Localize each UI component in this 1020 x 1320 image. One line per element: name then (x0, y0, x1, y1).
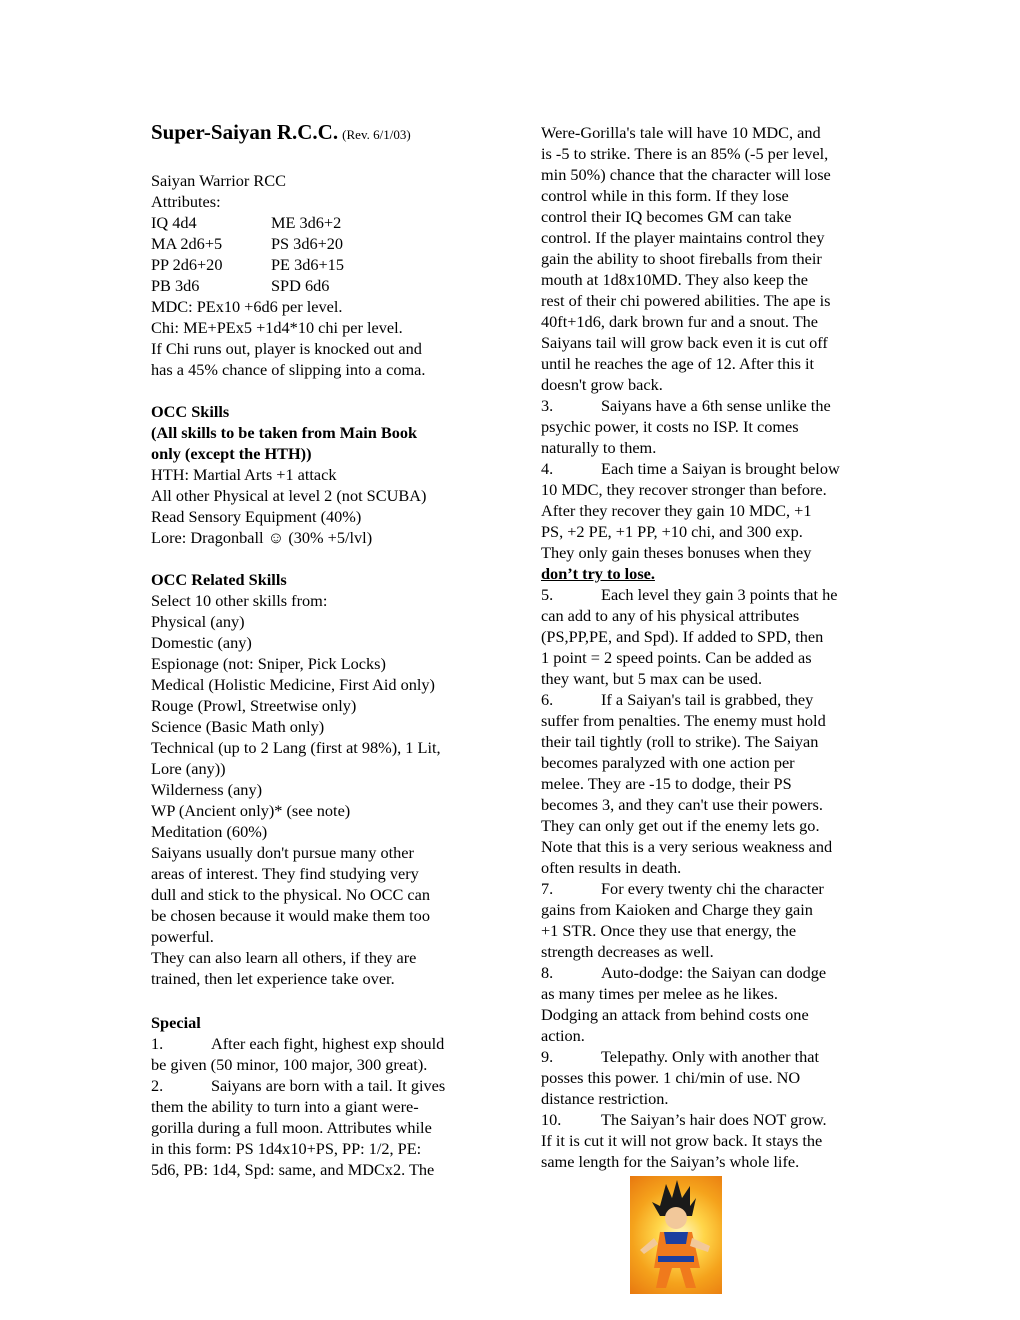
stat-chi: Chi: ME+PEx5 +1d4*10 chi per level. (151, 318, 403, 337)
special-text: 40ft+1d6, dark brown fur and a snout. The (541, 312, 819, 331)
special-text: can add to any of his physical attributes (541, 606, 800, 625)
special-text: +1 STR. Once they use that energy, the (541, 921, 797, 940)
attribute-me: ME 3d6+2 (271, 213, 342, 232)
special-text: Saiyans tail will grow back even it is cut off (541, 333, 828, 352)
special-line (541, 815, 820, 836)
special-line (541, 1067, 800, 1088)
occ-related-item: Physical (any) (151, 612, 245, 631)
occ-skills-heading: OCC Skills (151, 402, 230, 421)
special-line (151, 1054, 427, 1075)
special-line (541, 1046, 819, 1067)
special-line (541, 521, 803, 542)
special-line (541, 332, 828, 353)
special-line (541, 374, 663, 395)
special-line (541, 185, 789, 206)
attribute-pb: PB 3d6 (151, 276, 200, 295)
special-text: 5d6, PB: 1d4, Spd: same, and MDCx2. The (151, 1160, 435, 1179)
special-text: often results in death. (541, 858, 682, 877)
special-text: control. If the player maintains control they (541, 228, 825, 247)
special-line (541, 626, 823, 647)
special-item-number: 3. (541, 396, 554, 415)
page-title (151, 122, 411, 145)
special-line (541, 584, 837, 605)
occ-related-item: Technical (up to 2 Lang (first at 98%), 1 Lit, (151, 738, 441, 757)
special-line (541, 731, 818, 752)
occ-related-item: Medical (Holistic Medicine, First Aid only) (151, 675, 435, 694)
occ-related-item: Meditation (60%) (151, 822, 268, 841)
special-text: 1 point = 2 speed points. Can be added as (541, 648, 812, 667)
occ-related-item: powerful. (151, 927, 214, 946)
special-text: they want, but 5 max can be used. (541, 669, 763, 688)
special-line (541, 647, 812, 668)
special-emphasis-text: don’t try to lose. (541, 564, 655, 583)
special-line (541, 311, 818, 332)
occ-related-item: Select 10 other skills from: (151, 591, 328, 610)
occ-related-item: be chosen because it would make them too (151, 906, 430, 925)
special-text: same length for the Saiyan’s whole life. (541, 1152, 800, 1171)
special-text: min 50%) chance that the character will lose (541, 165, 831, 184)
special-line (541, 962, 826, 983)
special-text: If a Saiyan's tail is grabbed, they (601, 690, 814, 709)
special-line (541, 752, 795, 773)
occ-related-item: trained, then let experience take over. (151, 969, 395, 988)
special-text: them the ability to turn into a giant were- (151, 1097, 419, 1116)
special-text: Each time a Saiyan is brought below (601, 459, 840, 478)
stat-chi-note: has a 45% chance of slipping into a coma. (151, 360, 426, 379)
special-line (541, 1004, 809, 1025)
special-text: For every twenty chi the character (601, 879, 824, 898)
special-text: as many times per melee as he likes. (541, 984, 778, 1003)
occ-related-item: They can also learn all others, if they are (151, 948, 417, 967)
special-text: PS, +2 PE, +1 PP, +10 chi, and 300 exp. (541, 522, 803, 541)
special-text: Were-Gorilla's tale will have 10 MDC, and (541, 123, 821, 142)
special-text: until he reaches the age of 12. After this it (541, 354, 815, 373)
special-line (541, 479, 827, 500)
special-line (541, 773, 792, 794)
attribute-pp: PP 2d6+20 (151, 255, 223, 274)
special-text: doesn't grow back. (541, 375, 663, 394)
goku-illustration (630, 1176, 722, 1294)
special-text: (PS,PP,PE, and Spd). If added to SPD, then (541, 627, 824, 646)
special-text: naturally to them. (541, 438, 657, 457)
special-line (541, 206, 791, 227)
special-text: distance restriction. (541, 1089, 669, 1108)
special-text: their tail tightly (roll to strike). The Saiyan (541, 732, 819, 751)
special-text: They can only get out if the enemy lets go. (541, 816, 820, 835)
special-line (541, 122, 821, 143)
special-line (541, 1109, 827, 1130)
special-text: gains from Kaioken and Charge they gain (541, 900, 813, 919)
occ-related-item: Espionage (not: Sniper, Pick Locks) (151, 654, 386, 673)
special-line (541, 437, 656, 458)
special-line (541, 227, 824, 248)
special-line (541, 416, 799, 437)
special-item-number: 4. (541, 459, 554, 478)
special-text: in this form: PS 1d4x10+PS, PP: 1/2, PE: (151, 1139, 422, 1158)
special-line (541, 164, 831, 185)
occ-related-item: dull and stick to the physical. No OCC can (151, 885, 430, 904)
special-line (541, 458, 840, 479)
occ-skills-note: only (except the HTH)) (151, 444, 312, 463)
attribute-iq: IQ 4d4 (151, 213, 197, 232)
stat-chi-note: If Chi runs out, player is knocked out and (151, 339, 422, 358)
special-item-number: 2. (151, 1076, 164, 1095)
goku-figure-icon (630, 1176, 722, 1294)
special-text: mouth at 1d8x10MD. They also keep the (541, 270, 808, 289)
special-text: control their IQ becomes GM can take (541, 207, 792, 226)
special-text: Each level they gain 3 points that he (601, 585, 838, 604)
special-text: Saiyans have a 6th sense unlike the (601, 396, 831, 415)
special-item-number: 6. (541, 690, 554, 709)
special-line (541, 941, 714, 962)
special-text: strength decreases as well. (541, 942, 714, 961)
special-line (541, 143, 828, 164)
attribute-row (151, 233, 344, 254)
special-line (541, 983, 778, 1004)
special-line (541, 269, 808, 290)
occ-skill-item: All other Physical at level 2 (not SCUBA) (151, 486, 427, 505)
special-text: melee. They are -15 to dodge, their PS (541, 774, 792, 793)
special-line (541, 542, 811, 563)
special-line (541, 1088, 669, 1109)
occ-related-heading: OCC Related Skills (151, 570, 287, 589)
special-text: Dodging an attack from behind costs one (541, 1005, 809, 1024)
special-item-number: 9. (541, 1047, 554, 1066)
special-text: After each fight, highest exp should (211, 1034, 445, 1053)
special-line (541, 1025, 585, 1046)
special-heading: Special (151, 1013, 201, 1032)
special-line (541, 500, 812, 521)
occ-related-item: Lore (any)) (151, 759, 226, 778)
special-text: They only gain theses bonuses when they (541, 543, 812, 562)
special-line (541, 290, 831, 311)
special-line (541, 395, 831, 416)
special-text: suffer from penalties. The enemy must hold (541, 711, 826, 730)
special-text: The Saiyan’s hair does NOT grow. (601, 1110, 827, 1129)
attribute-ps: PS 3d6+20 (271, 234, 344, 253)
special-line (541, 248, 822, 269)
attribute-pe: PE 3d6+15 (271, 255, 344, 274)
special-text: gain the ability to shoot fireballs from their (541, 249, 822, 268)
special-text: control while in this form. If they lose (541, 186, 789, 205)
occ-related-item: Science (Basic Math only) (151, 717, 325, 736)
occ-related-item: WP (Ancient only)* (see note) (151, 801, 351, 820)
special-line (541, 353, 814, 374)
special-line (151, 1138, 421, 1159)
occ-skill-item: Read Sensory Equipment (40%) (151, 507, 362, 526)
special-text: becomes 3, and they can't use their powers. (541, 795, 823, 814)
special-text: be given (50 minor, 100 major, 300 great). (151, 1055, 428, 1074)
special-line (541, 857, 681, 878)
special-line (541, 689, 813, 710)
attribute-row (151, 275, 330, 296)
attribute-row (151, 254, 344, 275)
revision-text: (Rev. 6/1/03) (342, 127, 411, 142)
special-line (541, 920, 796, 941)
special-text: posses this power. 1 chi/min of use. NO (541, 1068, 801, 1087)
special-line (541, 563, 655, 584)
attribute-ma: MA 2d6+5 (151, 234, 223, 253)
special-line (541, 1151, 799, 1172)
attribute-spd: SPD 6d6 (271, 276, 330, 295)
special-text: Auto-dodge: the Saiyan can dodge (601, 963, 827, 982)
special-line (541, 1130, 822, 1151)
special-line (151, 1075, 445, 1096)
special-text: Saiyans are born with a tail. It gives (211, 1076, 446, 1095)
special-text: Telepathy. Only with another that (601, 1047, 819, 1066)
special-line (151, 1096, 419, 1117)
special-line (541, 710, 826, 731)
special-item-number: 8. (541, 963, 554, 982)
special-text: Note that this is a very serious weakness and (541, 837, 833, 856)
special-text: gorilla during a full moon. Attributes while (151, 1118, 432, 1137)
special-line (541, 668, 762, 689)
occ-related-item: Domestic (any) (151, 633, 252, 652)
attribute-row (151, 212, 342, 233)
special-item-number: 5. (541, 585, 554, 604)
special-line (541, 836, 832, 857)
special-item-number: 10. (541, 1110, 562, 1129)
special-line (541, 878, 824, 899)
occ-related-item: Rouge (Prowl, Streetwise only) (151, 696, 357, 715)
special-text: action. (541, 1026, 585, 1045)
title-text: Super-Saiyan R.C.C. (151, 120, 339, 144)
special-line (541, 899, 813, 920)
special-line (541, 605, 799, 626)
occ-related-item: areas of interest. They find studying very (151, 864, 419, 883)
special-text: 10 MDC, they recover stronger than before. (541, 480, 827, 499)
occ-related-item: Saiyans usually don't pursue many other (151, 843, 414, 862)
special-text: After they recover they gain 10 MDC, +1 (541, 501, 812, 520)
special-item-number: 7. (541, 879, 554, 898)
special-line (541, 794, 823, 815)
special-item-number: 1. (151, 1034, 164, 1053)
special-text: becomes paralyzed with one action per (541, 753, 795, 772)
occ-skill-item: Lore: Dragonball ☺ (30% +5/lvl) (151, 528, 373, 547)
rcc-name: Saiyan Warrior RCC (151, 171, 286, 190)
special-line (151, 1033, 444, 1054)
stat-mdc: MDC: PEx10 +6d6 per level. (151, 297, 343, 316)
special-text: is -5 to strike. There is an 85% (-5 per level, (541, 144, 829, 163)
occ-skill-item: HTH: Martial Arts +1 attack (151, 465, 337, 484)
special-text: rest of their chi powered abilities. The ape is (541, 291, 831, 310)
special-line (151, 1117, 432, 1138)
occ-related-item: Wilderness (any) (151, 780, 263, 799)
special-text: If it is cut it will not grow back. It stays the (541, 1131, 823, 1150)
special-line (151, 1159, 434, 1180)
occ-skills-note: (All skills to be taken from Main Book (151, 423, 418, 442)
special-text: psychic power, it costs no ISP. It comes (541, 417, 799, 436)
attributes-label: Attributes: (151, 192, 221, 211)
